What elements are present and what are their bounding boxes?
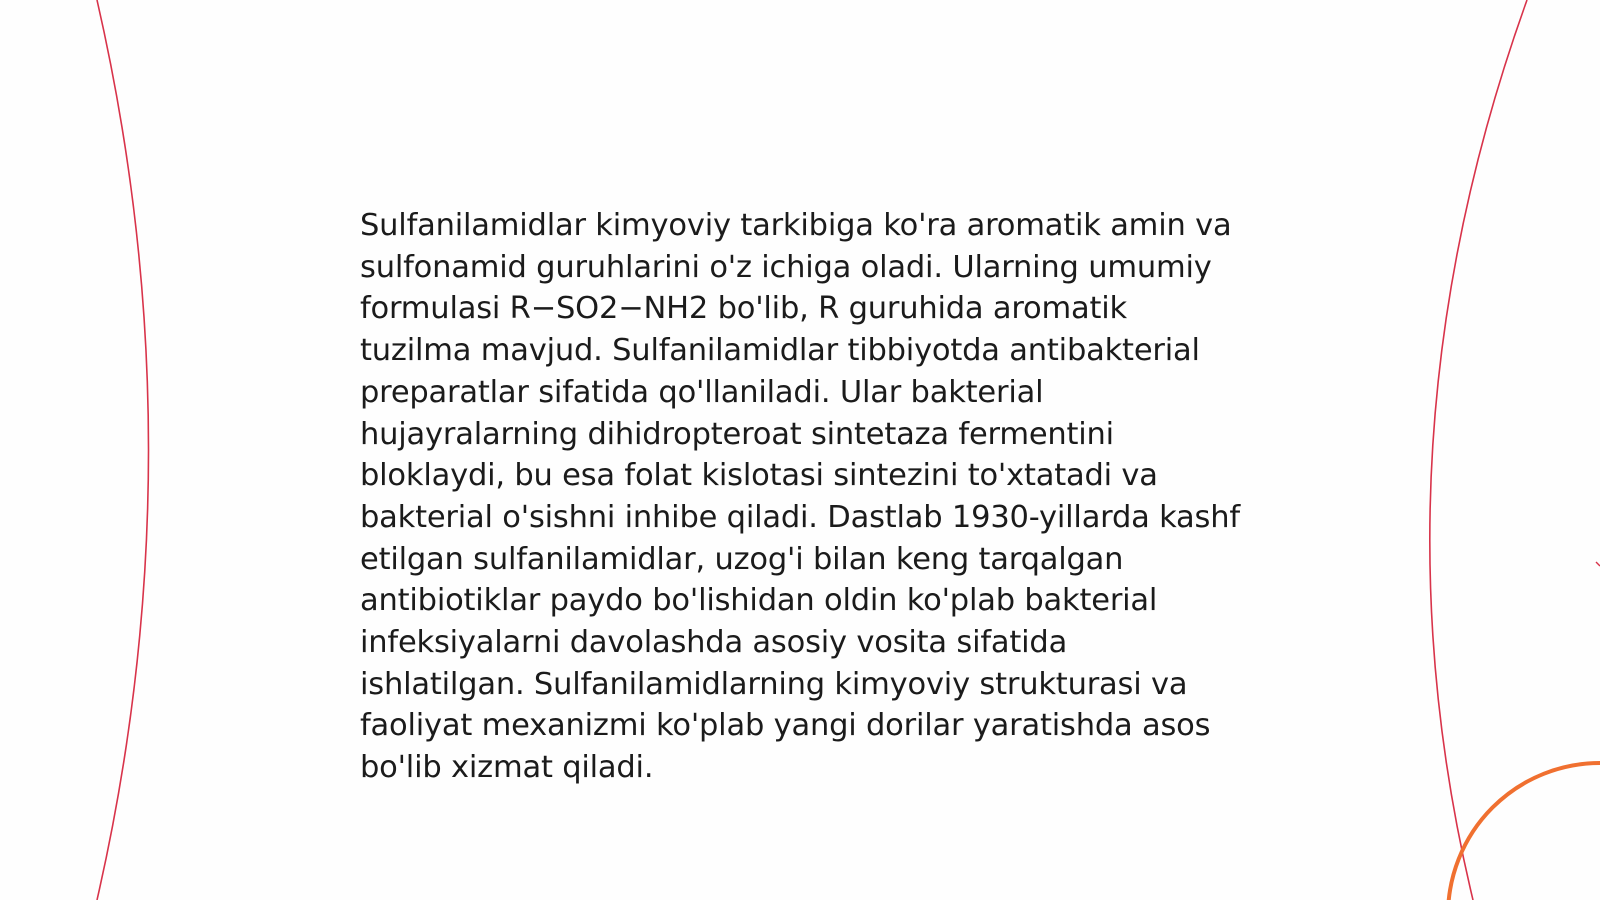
small-arrow-mark bbox=[1596, 562, 1600, 566]
body-paragraph: Sulfanilamidlar kimyoviy tarkibiga ko'ra aromatik amin va sulfonamid guruhlarini o'z ichiga oladi. Ularning umumiy formulasi R−SO2−NH2 bo'lib, R guruhida aromatik tuzilma mavjud. Sulfanilamidlar tibbiyotda antibakterial preparatlar sifatida qo'llaniladi. Ular bakterial hujayralarning dihidropteroat sintetaza fermentini bloklaydi, bu esa folat kislotasi sintezini to'xtatadi va bakterial o'sishni inhibe qiladi. Dastlab 1930-yillarda kashf etilgan sulfanilamidlar, uzog'i bilan keng tarqalgan antibiotiklar paydo bo'lishidan oldin ko'plab bakterial infeksiyalarni davolashda asosiy vosita sifatida ishlatilgan. Sulfanilamidlarning kimyoviy strukturasi va faoliyat mexanizmi ko'plab yangi dorilar yaratishda asos bo'lib xizmat qiladi. bbox=[360, 208, 1240, 786]
orange-circle-arc bbox=[1448, 763, 1600, 900]
right-arc bbox=[1430, 0, 1527, 900]
left-arc bbox=[97, 0, 149, 900]
